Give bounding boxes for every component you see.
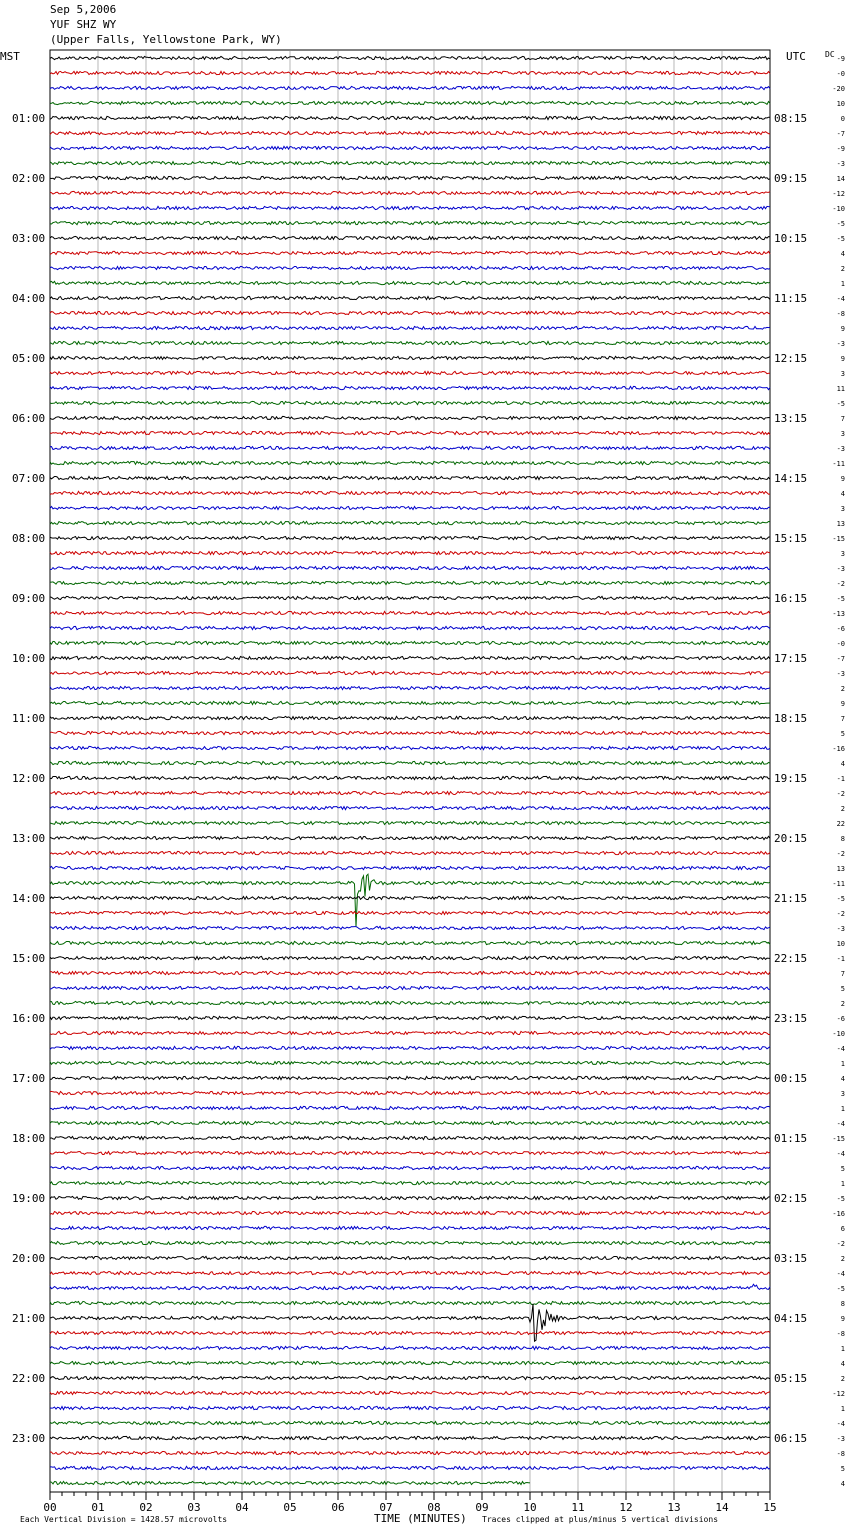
x-tick-label: 03: [187, 1501, 201, 1514]
utc-hour-label: 17:15: [774, 652, 808, 665]
seismic-trace: [50, 1106, 770, 1109]
dc-offset-value: 2: [840, 265, 845, 273]
dc-offset-value: -2: [836, 580, 845, 588]
utc-hour-label: 11:15: [774, 292, 808, 305]
seismic-trace: [50, 1001, 770, 1004]
scale-note: Each Vertical Division = 1428.57 microvolts: [20, 1515, 228, 1524]
utc-hour-label: 22:15: [774, 952, 808, 965]
dc-offset-value: 2: [840, 1000, 845, 1008]
seismic-trace: [50, 1241, 770, 1244]
dc-label: DC: [825, 50, 835, 59]
dc-offset-value: -4: [836, 1150, 845, 1158]
seismic-trace: [50, 116, 770, 119]
seismic-trace: [50, 1256, 770, 1259]
seismic-trace: [50, 386, 770, 389]
station-code: YUF SHZ WY: [50, 18, 117, 31]
seismic-trace: [50, 986, 770, 989]
seismic-trace: [50, 356, 770, 359]
seismic-trace: [50, 71, 770, 74]
seismic-trace: [50, 86, 770, 89]
dc-offset-value: -11: [832, 460, 845, 468]
station-location: (Upper Falls, Yellowstone Park, WY): [50, 33, 282, 46]
dc-offset-value: 7: [840, 970, 845, 978]
dc-offset-value: -3: [836, 565, 845, 573]
dc-offset-value: -16: [832, 1210, 845, 1218]
seismic-trace: [50, 536, 770, 539]
dc-offset-value: 4: [840, 1480, 845, 1488]
seismic-trace: [50, 1031, 770, 1034]
seismic-trace: [50, 236, 770, 239]
dc-offset-value: -7: [836, 655, 845, 663]
seismic-trace: [50, 761, 770, 764]
dc-offset-value: 8: [840, 835, 845, 843]
seismic-trace: [50, 326, 770, 329]
seismic-trace: [50, 836, 770, 839]
dc-offset-value: 3: [840, 550, 845, 558]
utc-hour-label: 18:15: [774, 712, 808, 725]
seismic-trace: [50, 911, 770, 914]
dc-offset-value: -3: [836, 160, 845, 168]
seismic-trace: [50, 821, 770, 824]
seismic-trace: [50, 491, 770, 494]
dc-offset-value: -9: [836, 145, 845, 153]
dc-offset-value: -15: [832, 1135, 845, 1143]
seismic-trace: [50, 551, 770, 554]
seismic-trace: [50, 941, 770, 944]
dc-offset-value: 5: [840, 985, 845, 993]
seismic-trace: [50, 476, 770, 479]
dc-offset-value: -4: [836, 1270, 845, 1278]
dc-offset-value: 10: [836, 940, 845, 948]
dc-offset-value: 3: [840, 430, 845, 438]
seismic-trace: [50, 281, 770, 284]
seismic-trace: [50, 296, 770, 299]
seismic-trace: [50, 716, 770, 719]
x-tick-label: 06: [331, 1501, 345, 1514]
mst-hour-label: 15:00: [12, 952, 46, 965]
dc-offset-value: 5: [840, 730, 845, 738]
dc-offset-value: 1: [840, 1405, 845, 1413]
x-tick-label: 14: [715, 1501, 729, 1514]
dc-offset-value: 3: [840, 1090, 845, 1098]
seismic-trace: [50, 1406, 770, 1409]
dc-offset-value: 1: [840, 280, 845, 288]
x-tick-label: 07: [379, 1501, 393, 1514]
seismic-trace: [50, 1121, 770, 1124]
dc-offset-value: -5: [836, 220, 845, 228]
dc-offset-value: -0: [836, 640, 845, 648]
seismic-trace: [50, 521, 770, 524]
dc-offset-value: -12: [832, 190, 845, 198]
clip-note: Traces clipped at plus/minus 5 vertical divisions: [482, 1515, 719, 1524]
utc-hour-label: 12:15: [774, 352, 808, 365]
mst-hour-label: 22:00: [12, 1372, 46, 1385]
seismic-trace: [50, 1271, 770, 1274]
seismic-trace: [50, 671, 770, 674]
dc-offset-value: -10: [832, 205, 845, 213]
seismic-trace: [50, 746, 770, 749]
seismic-trace: [50, 866, 770, 869]
seismic-trace: [50, 401, 770, 404]
seismic-trace: [50, 1016, 770, 1019]
dc-offset-value: 13: [836, 865, 845, 873]
dc-offset-value: 3: [840, 370, 845, 378]
seismic-trace: [50, 851, 770, 854]
seismic-trace: [50, 1301, 770, 1304]
dc-offset-value: 4: [840, 760, 845, 768]
seismic-trace: [50, 1196, 770, 1199]
dc-offset-value: 4: [840, 490, 845, 498]
seismic-trace: [50, 701, 770, 704]
utc-hour-label: 02:15: [774, 1192, 808, 1205]
dc-offset-value: -8: [836, 1450, 845, 1458]
seismic-trace: [50, 896, 770, 899]
dc-offset-value: 7: [840, 415, 845, 423]
dc-offset-value: 4: [840, 1075, 845, 1083]
dc-offset-value: -4: [836, 1120, 845, 1128]
right-axis-label: UTC: [786, 50, 806, 63]
x-tick-label: 08: [427, 1501, 441, 1514]
dc-offset-value: 7: [840, 715, 845, 723]
mst-hour-label: 16:00: [12, 1012, 46, 1025]
dc-offset-value: -4: [836, 1045, 845, 1053]
mst-hour-label: 18:00: [12, 1132, 46, 1145]
seismic-trace: [50, 446, 770, 449]
mst-hour-label: 07:00: [12, 472, 46, 485]
seismic-trace: [50, 206, 770, 209]
x-tick-label: 11: [571, 1501, 585, 1514]
dc-offset-value: -2: [836, 910, 845, 918]
dc-offset-value: 1: [840, 1060, 845, 1068]
x-tick-label: 15: [763, 1501, 777, 1514]
dc-offset-value: -16: [832, 745, 845, 753]
dc-offset-value: 2: [840, 1255, 845, 1263]
seismic-trace: [50, 1226, 770, 1229]
seismic-trace: [50, 506, 770, 509]
mst-hour-label: 05:00: [12, 352, 46, 365]
seismic-trace: [50, 686, 770, 689]
dc-offset-value: 9: [840, 1315, 845, 1323]
x-tick-label: 04: [235, 1501, 249, 1514]
dc-offset-value: -12: [832, 1390, 845, 1398]
x-tick-label: 09: [475, 1501, 489, 1514]
seismic-trace: [50, 1061, 770, 1064]
seismic-trace: [50, 656, 770, 659]
dc-offset-value: -10: [832, 1030, 845, 1038]
seismic-trace: [50, 1451, 770, 1454]
mst-hour-label: 02:00: [12, 172, 46, 185]
seismic-trace: [50, 1166, 770, 1169]
dc-offset-value: -7: [836, 130, 845, 138]
seismic-trace: [50, 251, 770, 254]
utc-hour-label: 15:15: [774, 532, 808, 545]
seismic-trace: [50, 101, 770, 104]
dc-offset-value: 3: [840, 505, 845, 513]
seismic-trace: [50, 1046, 770, 1049]
dc-offset-value: -5: [836, 595, 845, 603]
dc-offset-value: -1: [836, 955, 845, 963]
seismic-trace: [50, 176, 770, 179]
dc-offset-value: 1: [840, 1345, 845, 1353]
dc-offset-value: -3: [836, 340, 845, 348]
dc-offset-value: 10: [836, 100, 845, 108]
mst-hour-label: 14:00: [12, 892, 46, 905]
dc-offset-value: -2: [836, 1240, 845, 1248]
dc-offset-value: -0: [836, 70, 845, 78]
dc-offset-value: 5: [840, 1465, 845, 1473]
seismic-trace: [50, 1136, 770, 1139]
utc-hour-label: 08:15: [774, 112, 808, 125]
x-tick-label: 05: [283, 1501, 297, 1514]
dc-offset-value: 9: [840, 325, 845, 333]
dc-offset-value: -8: [836, 310, 845, 318]
mst-hour-label: 13:00: [12, 832, 46, 845]
mst-hour-label: 19:00: [12, 1192, 46, 1205]
utc-hour-label: 03:15: [774, 1252, 808, 1265]
dc-offset-value: -5: [836, 1195, 845, 1203]
dc-offset-value: 4: [840, 1360, 845, 1368]
seismic-trace: [50, 971, 770, 974]
x-tick-label: 12: [619, 1501, 633, 1514]
dc-offset-value: -4: [836, 1420, 845, 1428]
utc-hour-label: 14:15: [774, 472, 808, 485]
seismic-trace: [50, 1361, 770, 1364]
utc-hour-label: 00:15: [774, 1072, 808, 1085]
seismic-trace: [50, 1181, 770, 1184]
dc-offset-value: 0: [840, 115, 845, 123]
seismic-trace: [50, 626, 770, 629]
dc-offset-value: 22: [836, 820, 845, 828]
dc-offset-value: -6: [836, 1015, 845, 1023]
mst-hour-label: 04:00: [12, 292, 46, 305]
seismic-trace: [50, 1466, 770, 1469]
dc-offset-value: 1: [840, 1180, 845, 1188]
mst-hour-label: 11:00: [12, 712, 46, 725]
dc-offset-value: 9: [840, 475, 845, 483]
left-axis-label: MST: [0, 50, 20, 63]
seismic-trace: [50, 956, 770, 959]
seismic-trace: [50, 266, 770, 269]
dc-offset-value: -3: [836, 670, 845, 678]
seismic-trace: [50, 56, 770, 59]
utc-hour-label: 19:15: [774, 772, 808, 785]
x-tick-label: 00: [43, 1501, 57, 1514]
seismic-trace: [50, 371, 770, 374]
dc-offset-value: 9: [840, 355, 845, 363]
seismic-trace: [50, 416, 770, 419]
seismic-trace: [50, 1076, 770, 1079]
utc-hour-label: 21:15: [774, 892, 808, 905]
seismic-trace: [50, 1391, 770, 1394]
dc-offset-value: -6: [836, 625, 845, 633]
seismic-trace: [50, 1091, 770, 1094]
utc-hour-label: 05:15: [774, 1372, 808, 1385]
x-tick-label: 10: [523, 1501, 537, 1514]
dc-offset-value: 11: [836, 385, 845, 393]
seismic-trace: [50, 874, 770, 927]
dc-offset-value: -11: [832, 880, 845, 888]
utc-hour-label: 04:15: [774, 1312, 808, 1325]
mst-hour-label: 01:00: [12, 112, 46, 125]
seismic-trace: [50, 1304, 770, 1341]
seismic-trace: [50, 641, 770, 644]
x-tick-label: 01: [91, 1501, 105, 1514]
seismic-trace: [50, 806, 770, 809]
utc-hour-label: 16:15: [774, 592, 808, 605]
dc-offset-value: 8: [840, 1300, 845, 1308]
seismic-trace: [50, 566, 770, 569]
dc-offset-value: -15: [832, 535, 845, 543]
seismic-trace: [50, 791, 770, 794]
dc-offset-value: 5: [840, 1165, 845, 1173]
mst-hour-label: 09:00: [12, 592, 46, 605]
seismic-trace: [50, 1211, 770, 1214]
mst-hour-label: 08:00: [12, 532, 46, 545]
dc-offset-value: -5: [836, 235, 845, 243]
dc-offset-value: -2: [836, 790, 845, 798]
seismic-trace: [50, 341, 770, 344]
seismic-trace: [50, 311, 770, 314]
dc-offset-value: 2: [840, 805, 845, 813]
seismic-trace: [50, 1376, 770, 1379]
mst-hour-label: 23:00: [12, 1432, 46, 1445]
dc-offset-value: -9: [836, 55, 845, 63]
seismic-trace: [50, 926, 770, 929]
dc-offset-value: -20: [832, 85, 845, 93]
seismic-trace: [50, 1331, 770, 1334]
dc-offset-value: 14: [836, 175, 845, 183]
utc-hour-label: 06:15: [774, 1432, 808, 1445]
dc-offset-value: 2: [840, 1375, 845, 1383]
dc-offset-value: -3: [836, 925, 845, 933]
seismic-trace: [50, 221, 770, 224]
utc-hour-label: 20:15: [774, 832, 808, 845]
seismic-trace: [50, 1346, 770, 1349]
utc-hour-label: 09:15: [774, 172, 808, 185]
seismic-trace: [50, 161, 770, 164]
mst-hour-label: 20:00: [12, 1252, 46, 1265]
dc-offset-value: 6: [840, 1225, 845, 1233]
dc-offset-value: 9: [840, 700, 845, 708]
seismic-trace: [50, 581, 770, 584]
dc-offset-value: 2: [840, 685, 845, 693]
x-tick-label: 02: [139, 1501, 153, 1514]
utc-hour-label: 23:15: [774, 1012, 808, 1025]
utc-hour-label: 10:15: [774, 232, 808, 245]
utc-hour-label: 13:15: [774, 412, 808, 425]
dc-offset-value: 4: [840, 250, 845, 258]
seismic-trace: [50, 776, 770, 779]
plot-date: Sep 5,2006: [50, 3, 117, 16]
seismic-trace: [50, 1284, 770, 1289]
seismic-trace: [50, 131, 770, 134]
mst-hour-label: 10:00: [12, 652, 46, 665]
dc-offset-value: 13: [836, 520, 845, 528]
dc-offset-value: -4: [836, 295, 845, 303]
seismic-trace: [50, 596, 770, 599]
dc-offset-value: 1: [840, 1105, 845, 1113]
x-axis-title: TIME (MINUTES): [374, 1512, 467, 1525]
seismic-trace: [50, 461, 770, 464]
utc-hour-label: 01:15: [774, 1132, 808, 1145]
seismic-trace: [50, 191, 770, 194]
mst-hour-label: 12:00: [12, 772, 46, 785]
dc-offset-value: -3: [836, 445, 845, 453]
seismic-trace: [50, 1436, 770, 1439]
mst-hour-label: 21:00: [12, 1312, 46, 1325]
dc-offset-value: -3: [836, 1435, 845, 1443]
dc-offset-value: -8: [836, 1330, 845, 1338]
dc-offset-value: -2: [836, 850, 845, 858]
dc-offset-value: -5: [836, 1285, 845, 1293]
dc-offset-value: -5: [836, 895, 845, 903]
mst-hour-label: 03:00: [12, 232, 46, 245]
seismic-trace: [50, 1421, 770, 1424]
seismic-trace: [50, 731, 770, 734]
mst-hour-label: 06:00: [12, 412, 46, 425]
x-tick-label: 13: [667, 1501, 681, 1514]
seismic-trace: [50, 146, 770, 149]
dc-offset-value: -13: [832, 610, 845, 618]
dc-offset-value: -1: [836, 775, 845, 783]
dc-offset-value: -5: [836, 400, 845, 408]
seismic-trace: [50, 1151, 770, 1154]
seismic-trace: [50, 611, 770, 614]
seismic-trace: [50, 431, 770, 434]
mst-hour-label: 17:00: [12, 1072, 46, 1085]
